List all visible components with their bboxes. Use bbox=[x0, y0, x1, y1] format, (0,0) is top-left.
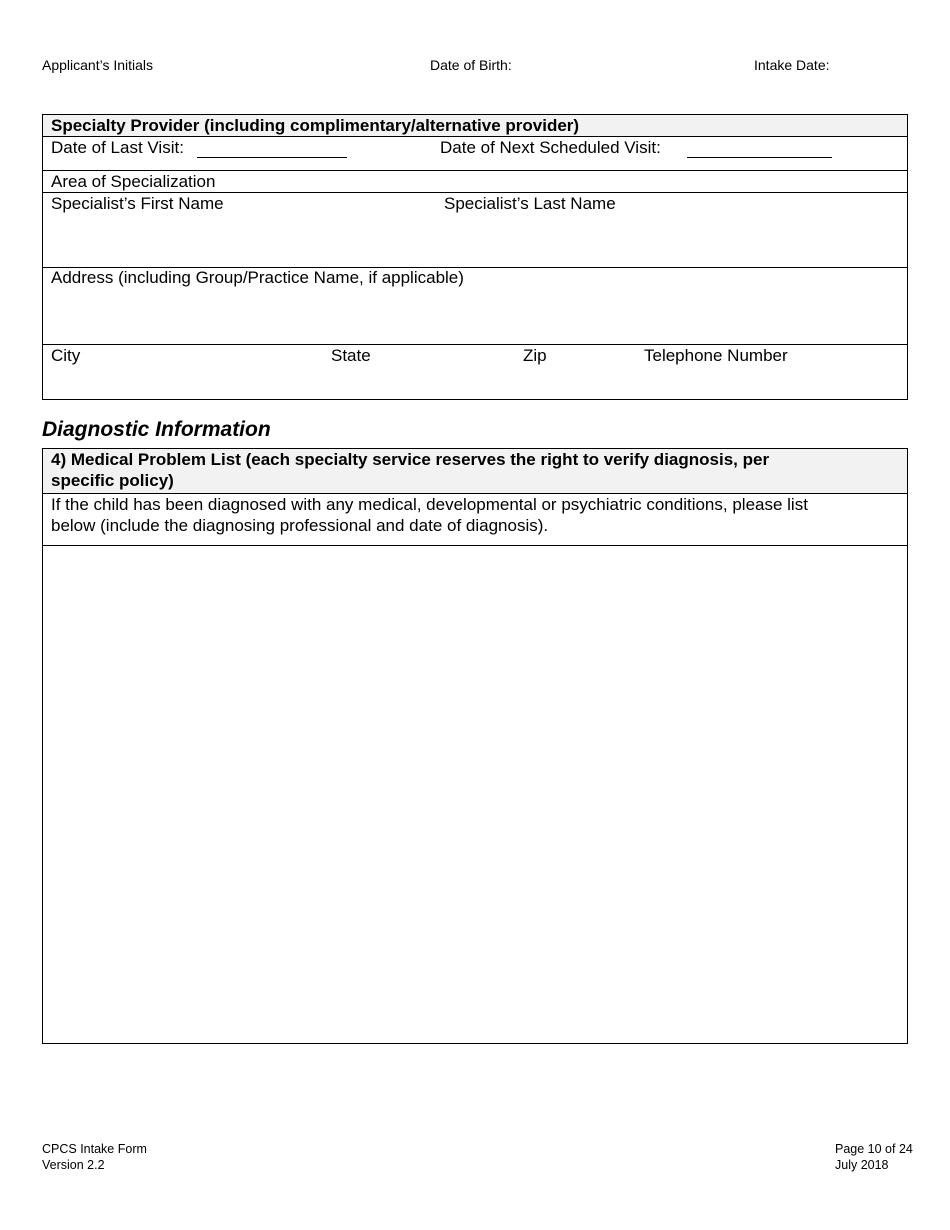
specialist-last-name-label: Specialist’s Last Name bbox=[444, 194, 616, 213]
instructions-line-1: If the child has been diagnosed with any medical, developmental or psychiatric conditions, please list bbox=[51, 495, 808, 514]
medical-problem-answer-area[interactable] bbox=[43, 545, 907, 1043]
date-of-birth-label: Date of Birth: bbox=[430, 57, 512, 73]
medical-problem-instructions-row bbox=[43, 493, 907, 546]
medical-problem-title-line-1: 4) Medical Problem List (each specialty service reserves the right to verify diagnosis, per bbox=[51, 450, 770, 469]
intake-date-label: Intake Date: bbox=[754, 57, 830, 73]
specialist-first-name-label: Specialist’s First Name bbox=[51, 194, 224, 213]
city-state-zip-row[interactable] bbox=[43, 344, 907, 400]
medical-problem-table bbox=[42, 448, 908, 1044]
address-row[interactable] bbox=[43, 267, 907, 345]
form-version: Version 2.2 bbox=[42, 1158, 105, 1172]
area-of-specialization-label: Area of Specialization bbox=[51, 172, 216, 191]
diagnostic-information-heading: Diagnostic Information bbox=[42, 418, 271, 441]
instructions-line-2: below (include the diagnosing professional and date of diagnosis). bbox=[51, 516, 549, 535]
state-label: State bbox=[331, 346, 371, 365]
next-visit-label: Date of Next Scheduled Visit: bbox=[440, 138, 661, 157]
address-label: Address (including Group/Practice Name, if applicable) bbox=[51, 268, 464, 287]
last-visit-label: Date of Last Visit: bbox=[51, 138, 184, 157]
specialty-provider-title: Specialty Provider (including complimentary/alternative provider) bbox=[51, 116, 580, 135]
telephone-number-label: Telephone Number bbox=[644, 346, 788, 365]
next-visit-field[interactable] bbox=[687, 157, 832, 158]
specialty-provider-table bbox=[42, 114, 908, 400]
zip-label: Zip bbox=[523, 346, 547, 365]
form-name: CPCS Intake Form bbox=[42, 1142, 147, 1156]
medical-problem-title-line-2: specific policy) bbox=[51, 471, 174, 490]
city-label: City bbox=[51, 346, 81, 365]
last-visit-field[interactable] bbox=[197, 157, 347, 158]
specialty-provider-title-row bbox=[43, 115, 907, 136]
form-date: July 2018 bbox=[835, 1158, 889, 1172]
visit-dates-row bbox=[43, 136, 907, 171]
applicant-initials-label: Applicant’s Initials bbox=[42, 57, 154, 73]
medical-problem-title-row bbox=[43, 449, 907, 493]
area-of-specialization-row[interactable] bbox=[43, 170, 907, 193]
page-number: Page 10 of 24 bbox=[835, 1142, 913, 1156]
specialist-name-row[interactable] bbox=[43, 192, 907, 268]
